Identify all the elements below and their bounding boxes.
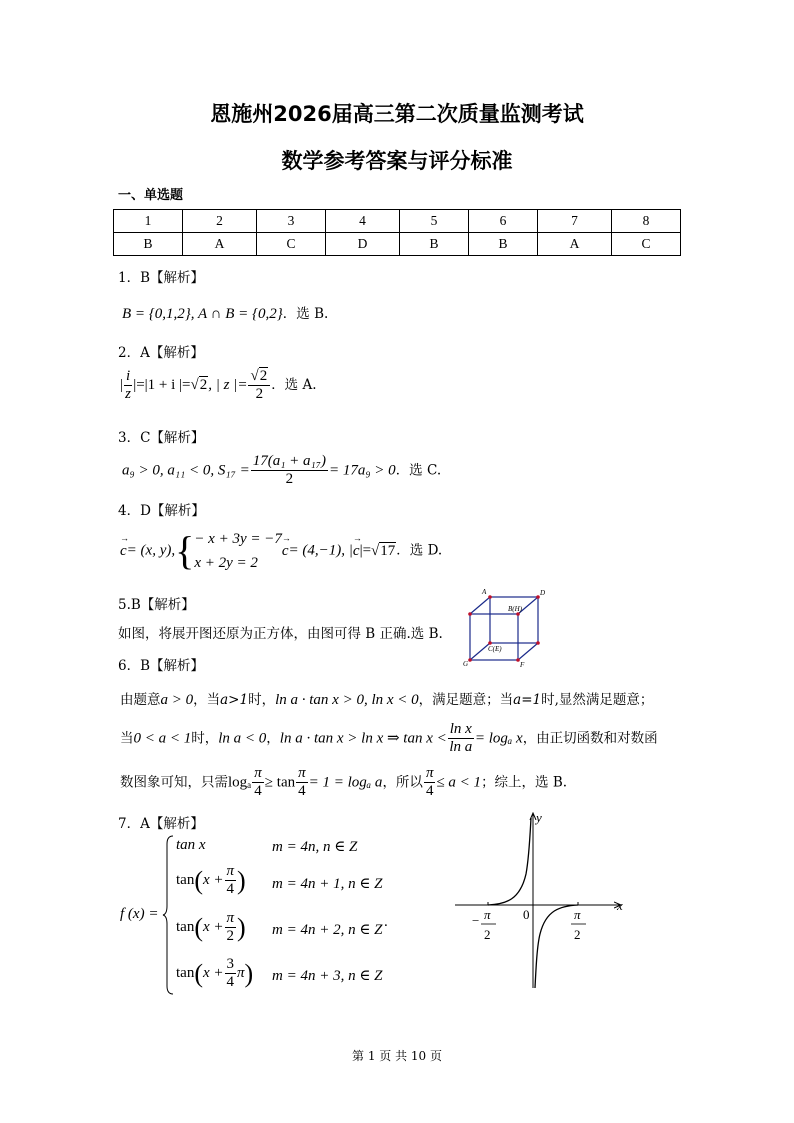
tan-graph — [450, 806, 630, 992]
q7-period: . — [384, 914, 388, 930]
q2-math2: , | z |= — [208, 376, 248, 393]
q3-math: a₉ > 0, a₁₁ < 0, S₁₇ = — [122, 462, 250, 479]
q3-solution — [122, 453, 441, 489]
section-heading: 一、单选题 — [118, 188, 184, 203]
q1-solution — [122, 302, 328, 323]
table-cell: B — [468, 233, 537, 256]
q1-heading: 1．B【解析】 — [118, 270, 205, 286]
table-cell: 5 — [400, 210, 469, 233]
tick-neg-sign: − — [472, 913, 480, 928]
table-cell: C — [257, 233, 326, 256]
q4-solution: → c= (x, y),{ − x + 3y = −7 x + 2y = 2 → c= (4,−1), |→ c|=√17．选 D. — [120, 527, 442, 575]
piecewise-cond: m = 4n + 3, n ∈ Z — [272, 968, 383, 984]
tick-pos-den: 2 — [574, 927, 581, 942]
table-cell: 8 — [611, 210, 680, 233]
table-cell: 7 — [537, 210, 611, 233]
tick-pos-num: π — [574, 907, 581, 922]
q4-system: − x + 3y = −7 x + 2y = 2 — [194, 531, 282, 571]
table-row-questions — [114, 210, 681, 233]
table-cell: A — [182, 233, 256, 256]
q6-frac: $\frac{\text{ln x}}{\text{ln a}}$ — [449, 721, 473, 756]
table-cell: C — [611, 233, 680, 256]
q7-heading: 7．A【解析】 — [118, 816, 204, 832]
curve-left — [488, 818, 531, 905]
piecewise-brace — [162, 834, 174, 996]
piecewise-row: tan(x + $\frac{\pi}{4}$ ) — [176, 863, 246, 898]
document-title: 恩施州2026届高三第二次质量监测考试 — [210, 102, 584, 126]
cube-label: B(H) — [508, 605, 522, 613]
table-cell: A — [537, 233, 611, 256]
table-cell: B — [114, 233, 183, 256]
page-number: 第 1 页 共 10 页 — [352, 1049, 442, 1063]
cube-label: C(E) — [488, 645, 502, 653]
vector-c: → c — [120, 543, 127, 560]
piecewise-cond: m = 4n + 2, n ∈ Z — [272, 922, 383, 938]
q2-math: |=|1 + i |= — [133, 376, 191, 393]
table-row-answers — [114, 233, 681, 256]
y-axis-label: y — [536, 810, 542, 825]
curve-right — [535, 905, 578, 988]
table-cell: D — [325, 233, 399, 256]
q2-frac: $\frac{i}{z}$ — [125, 367, 132, 402]
piecewise-cond: m = 4n, n ∈ Z — [272, 839, 358, 855]
q1-math: B = {0,1,2}, A ∩ B = {0,2} — [122, 306, 283, 322]
origin-label: 0 — [523, 907, 530, 922]
q6-line2: 当0 < a < 1时，ln a < 0，ln a · tan x > ln x ⇒ tan x < $\frac{\text{ln x}}{\text{ln a}}$ = logₐ x，由正切函数和对数函 — [120, 721, 658, 756]
q1-tail: ．选 B. — [282, 306, 329, 322]
table-cell: 6 — [468, 210, 537, 233]
q4-tail: ．选 D. — [396, 542, 443, 559]
q2-tail: ．选 A. — [271, 376, 317, 393]
q5-heading: 5.B【解析】 — [118, 597, 195, 613]
q6-frac2: $\frac{\pi}{4}$ — [254, 765, 262, 800]
q6-line1: 由题意a > 0，当a>1时，ln a · tan x > 0, ln x < 0，满足题意；当a=1时,显然满足题意； — [120, 692, 654, 708]
piecewise-row: tan(x + $\frac{3}{4}$ π) — [176, 956, 254, 991]
q3-math2: = 17a₉ > 0 — [328, 462, 396, 479]
cube-label: A — [482, 588, 487, 596]
answer-table — [113, 209, 681, 256]
cube-label: D — [540, 589, 546, 597]
piecewise-row: tan x — [176, 837, 206, 853]
q6-line3: 数图象可知，只需logₐ $\frac{\pi}{4}$ ≥ tan $\frac{\pi}{4}$ = 1 = logₐ a，所以 $\frac{\pi}{4}$ ≤ a < 1；综上，选 B. — [120, 765, 568, 800]
cube-figure — [460, 584, 560, 670]
q2-solution: | $\frac{i}{z}$ |=|1 + i |=√2, | z |= $\frac{√2}{2}$ ．选 A. — [120, 367, 317, 403]
q2-frac2: $\frac{√2}{2}$ — [248, 367, 270, 404]
q3-tail: ．选 C. — [395, 462, 442, 479]
piecewise-cond: m = 4n + 1, n ∈ Z — [272, 876, 383, 892]
q6-heading: 6．B【解析】 — [118, 658, 205, 674]
document-subtitle: 数学参考答案与评分标准 — [281, 149, 513, 173]
q4-heading: 4．D【解析】 — [118, 503, 205, 519]
table-cell: 3 — [257, 210, 326, 233]
tick-neg-den: 2 — [484, 927, 491, 942]
table-cell: B — [400, 233, 469, 256]
table-cell: 2 — [182, 210, 256, 233]
q6-frac3: $\frac{\pi}{4}$ — [298, 765, 306, 800]
q3-frac: $\frac{\text{17(a₁ + a₁₇)}}{2}$ — [252, 453, 326, 488]
q7-fx: f (x) = — [120, 906, 159, 922]
cube-label: G — [463, 660, 469, 668]
cube-label: F — [520, 661, 525, 669]
q3-heading: 3．C【解析】 — [118, 430, 205, 446]
q2-heading: 2．A【解析】 — [118, 345, 204, 361]
tick-neg-num: π — [484, 907, 491, 922]
x-axis-label: x — [617, 898, 623, 913]
piecewise-row: tan(x + $\frac{\pi}{2}$ ) — [176, 910, 246, 945]
q5-text: 如图，将展开图还原为正方体，由图可得 B 正确.选 B. — [118, 626, 443, 642]
table-cell: 1 — [114, 210, 183, 233]
q6-frac4: $\frac{\pi}{4}$ — [425, 765, 434, 800]
table-cell: 4 — [325, 210, 399, 233]
